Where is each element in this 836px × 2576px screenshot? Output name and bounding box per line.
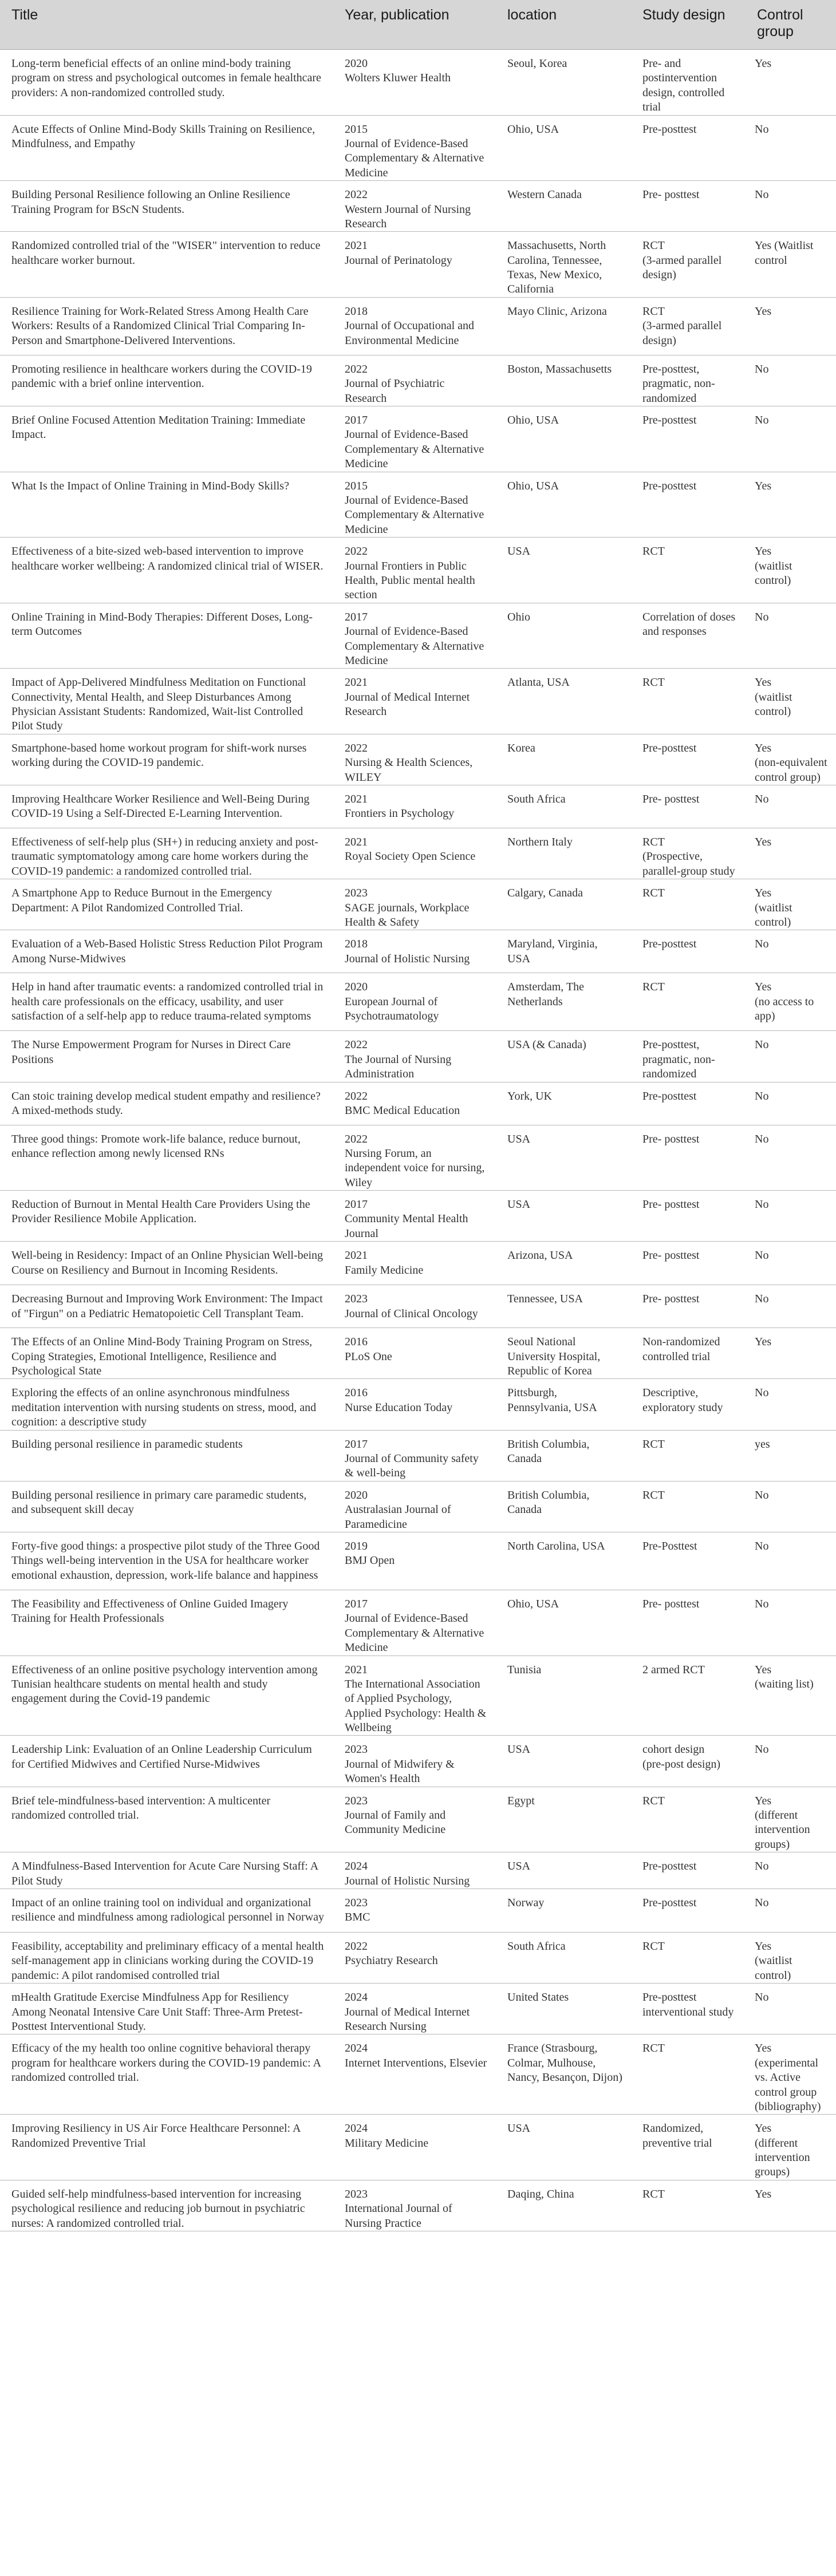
cell-year-publication: 2020 Wolters Kluwer Health [333,50,496,116]
cell-title: Long-term beneficial effects of an online mind-body training program on stress and psychological outcomes in female healthcare providers: A non-randomized controlled study. [0,50,333,116]
cell-control-group: No [746,406,836,472]
table-row [0,1379,836,1430]
cell-year-publication: 2023 SAGE journals, Workplace Health & Safety [333,879,496,930]
cell-year-publication: 2021 Journal of Perinatology [333,232,496,298]
cell-study-design: Pre-posttest [631,1082,746,1125]
cell-study-design: Pre-posttest [631,115,746,181]
cell-title: Evaluation of a Web-Based Holistic Stress Reduction Pilot Program Among Nurse-Midwives [0,930,333,973]
cell-title: Impact of App-Delivered Mindfulness Meditation on Functional Connectivity, Mental Health, and Sleep Disturbances Among Physician Assistant Students: Randomized, Wait-list Controlled Pilot Study [0,669,333,734]
cell-location: Western Canada [496,181,631,232]
cell-study-design: Pre- and postintervention design, controlled trial [631,50,746,116]
cell-year-publication: 2023 Journal of Clinical Oncology [333,1285,496,1328]
cell-control-group: No [746,785,836,828]
cell-location: USA [496,1736,631,1787]
table-row [0,603,836,669]
cell-study-design: Pre- posttest [631,1590,746,1656]
cell-location: USA [496,538,631,603]
cell-control-group: No [746,1532,836,1590]
cell-year-publication: 2016 PLoS One [333,1328,496,1379]
cell-title: Decreasing Burnout and Improving Work Environment: The Impact of "Firgun" on a Pediatric Hematopoietic Cell Transplant Team. [0,1285,333,1328]
cell-year-publication: 2017 Journal of Community safety & well-being [333,1430,496,1481]
cell-title: Reduction of Burnout in Mental Health Care Providers Using the Provider Resilience Mobile Application. [0,1191,333,1242]
cell-study-design: Non-randomized controlled trial [631,1328,746,1379]
cell-location: Ohio, USA [496,1590,631,1656]
cell-year-publication: 2023 BMC [333,1888,496,1932]
cell-title: Exploring the effects of an online asynchronous mindfulness meditation intervention with nursing students on stress, mood, and cognition: a descriptive study [0,1379,333,1430]
cell-study-design: RCT [631,2180,746,2231]
cell-study-design: Pre- posttest [631,785,746,828]
cell-location: York, UK [496,1082,631,1125]
cell-location: USA (& Canada) [496,1031,631,1082]
table-row [0,930,836,973]
cell-year-publication: 2016 Nurse Education Today [333,1379,496,1430]
table-row [0,50,836,116]
cell-control-group: Yes (non-equivalent control group) [746,734,836,785]
cell-title: Resilience Training for Work-Related Stress Among Health Care Workers: Results of a Randomized Clinical Trial Comparing In-Person and Smartphone-Delivered Interventions. [0,297,333,355]
cell-year-publication: 2023 Journal of Family and Community Medicine [333,1787,496,1852]
table-row [0,1736,836,1787]
cell-location: Atlanta, USA [496,669,631,734]
cell-control-group: No [746,603,836,669]
cell-location: Daqing, China [496,2180,631,2231]
cell-location: Ohio, USA [496,472,631,538]
cell-title: Help in hand after traumatic events: a randomized controlled trial in health care professionals on the efficacy, usability, and user satisfaction of a self-help app to reduce trauma-related symptoms [0,973,333,1031]
cell-title: Randomized controlled trial of the "WISER" intervention to reduce healthcare worker burnout. [0,232,333,298]
table-row [0,1656,836,1736]
table-row [0,879,836,930]
table-row [0,406,836,472]
cell-location: Seoul, Korea [496,50,631,116]
table-body [0,50,836,2231]
cell-control-group: yes [746,1430,836,1481]
cell-title: Feasibility, acceptability and preliminary efficacy of a mental health self-management app in clinicians working during the COVID-19 pandemic: A pilot randomised controlled trial [0,1932,333,1983]
cell-control-group: Yes [746,50,836,116]
cell-year-publication: 2019 BMJ Open [333,1532,496,1590]
cell-control-group: No [746,1888,836,1932]
cell-study-design: RCT [631,1481,746,1532]
cell-study-design: Pre- posttest [631,181,746,232]
cell-title: The Feasibility and Effectiveness of Online Guided Imagery Training for Health Professionals [0,1590,333,1656]
cell-study-design: Randomized, preventive trial [631,2115,746,2180]
cell-location: Tennessee, USA [496,1285,631,1328]
cell-title: Brief tele-mindfulness-based intervention: A multicenter randomized controlled trial. [0,1787,333,1852]
table-row [0,1031,836,1082]
cell-year-publication: 2022 Journal Frontiers in Public Health, Public mental health section [333,538,496,603]
cell-title: The Nurse Empowerment Program for Nurses in Direct Care Positions [0,1031,333,1082]
table-row [0,1328,836,1379]
cell-location: Amsterdam, The Netherlands [496,973,631,1031]
table-row [0,1191,836,1242]
cell-control-group: No [746,1736,836,1787]
cell-location: USA [496,1852,631,1889]
cell-study-design: Descriptive, exploratory study [631,1379,746,1430]
table-row [0,538,836,603]
cell-control-group: Yes [746,828,836,879]
cell-title: Effectiveness of a bite-sized web-based intervention to improve healthcare worker wellbeing: A randomized clinical trial of WISER. [0,538,333,603]
table-row [0,1481,836,1532]
cell-location: Maryland, Virginia, USA [496,930,631,973]
table-row [0,355,836,406]
cell-location: Mayo Clinic, Arizona [496,297,631,355]
cell-title: Guided self-help mindfulness-based intervention for increasing psychological resilience and reducing job burnout in psychiatric nurses: A randomized controlled trial. [0,2180,333,2231]
cell-title: Building Personal Resilience following an Online Resilience Training Program for BScN Students. [0,181,333,232]
cell-control-group: No [746,1379,836,1430]
cell-year-publication: 2020 European Journal of Psychotraumatology [333,973,496,1031]
column-header-study-design: Study design [631,0,746,50]
cell-title: Online Training in Mind-Body Therapies: Different Doses, Long-term Outcomes [0,603,333,669]
cell-location: Ohio, USA [496,115,631,181]
cell-year-publication: 2022 BMC Medical Education [333,1082,496,1125]
column-header-year-publication: Year, publication [333,0,496,50]
cell-title: Three good things: Promote work-life balance, reduce burnout, enhance reflection among newly licensed RNs [0,1125,333,1191]
cell-title: Can stoic training develop medical student empathy and resilience? A mixed-methods study. [0,1082,333,1125]
cell-study-design: RCT [631,669,746,734]
cell-title: Effectiveness of self-help plus (SH+) in reducing anxiety and post-traumatic symptomatology among care home workers during the COVID-19 pandemic: a randomized controlled trial. [0,828,333,879]
cell-year-publication: 2023 Journal of Midwifery & Women's Health [333,1736,496,1787]
column-header-location: location [496,0,631,50]
cell-study-design: Pre-posttest [631,1888,746,1932]
cell-control-group: Yes (waiting list) [746,1656,836,1736]
table-row [0,297,836,355]
cell-location: North Carolina, USA [496,1532,631,1590]
cell-study-design: Pre-posttest [631,930,746,973]
cell-study-design: cohort design (pre-post design) [631,1736,746,1787]
cell-year-publication: 2022 Psychiatry Research [333,1932,496,1983]
cell-location: USA [496,1191,631,1242]
cell-location: Calgary, Canada [496,879,631,930]
cell-study-design: Pre-posttest, pragmatic, non-randomized [631,355,746,406]
cell-control-group: No [746,1481,836,1532]
table-row [0,1285,836,1328]
cell-location: Pittsburgh, Pennsylvania, USA [496,1379,631,1430]
cell-title: Efficacy of the my health too online cognitive behavioral therapy program for healthcare workers during the COVID-19 pandemic: A randomized controlled trial. [0,2034,333,2115]
table-row [0,1430,836,1481]
cell-location: Norway [496,1888,631,1932]
table-row [0,785,836,828]
table-row [0,2034,836,2115]
cell-study-design: 2 armed RCT [631,1656,746,1736]
cell-year-publication: 2015 Journal of Evidence-Based Complementary & Alternative Medicine [333,115,496,181]
cell-study-design: RCT (3-armed parallel design) [631,297,746,355]
cell-year-publication: 2020 Australasian Journal of Paramedicine [333,1481,496,1532]
cell-control-group: No [746,1082,836,1125]
cell-title: What Is the Impact of Online Training in Mind-Body Skills? [0,472,333,538]
cell-location: South Africa [496,785,631,828]
cell-year-publication: 2024 Journal of Holistic Nursing [333,1852,496,1889]
cell-location: Korea [496,734,631,785]
cell-study-design: Pre- posttest [631,1191,746,1242]
cell-study-design: RCT [631,1932,746,1983]
table-row [0,1888,836,1932]
cell-year-publication: 2022 Nursing Forum, an independent voice for nursing, Wiley [333,1125,496,1191]
cell-control-group: Yes [746,2180,836,2231]
cell-study-design: RCT [631,1430,746,1481]
cell-year-publication: 2023 International Journal of Nursing Practice [333,2180,496,2231]
cell-study-design: Pre- posttest [631,1242,746,1285]
cell-title: Building personal resilience in paramedic students [0,1430,333,1481]
cell-study-design: RCT [631,538,746,603]
cell-control-group: Yes (waitlist control) [746,1932,836,1983]
cell-control-group: Yes [746,297,836,355]
cell-year-publication: 2022 Journal of Psychiatric Research [333,355,496,406]
cell-location: Tunisia [496,1656,631,1736]
table-header-row [0,0,836,50]
table-row [0,1590,836,1656]
cell-control-group: No [746,181,836,232]
cell-title: Promoting resilience in healthcare workers during the COVID-19 pandemic with a brief online intervention. [0,355,333,406]
cell-control-group: Yes (waitlist control) [746,538,836,603]
cell-year-publication: 2021 Journal of Medical Internet Research [333,669,496,734]
cell-study-design: Pre-posttest [631,1852,746,1889]
cell-year-publication: 2024 Journal of Medical Internet Research Nursing [333,1984,496,2034]
cell-year-publication: 2021 Family Medicine [333,1242,496,1285]
cell-location: Ohio, USA [496,406,631,472]
cell-control-group: No [746,1031,836,1082]
cell-year-publication: 2021 The International Association of Applied Psychology, Applied Psychology: Health & Wellbeing [333,1656,496,1736]
cell-location: USA [496,2115,631,2180]
cell-location: Egypt [496,1787,631,1852]
cell-study-design: Pre- posttest [631,1125,746,1191]
table-row [0,1532,836,1590]
table-row [0,232,836,298]
cell-location: France (Strasbourg, Colmar, Mulhouse, Nancy, Besançon, Dijon) [496,2034,631,2115]
cell-control-group: Yes (experimental vs. Active control group (bibliography) [746,2034,836,2115]
table-row [0,1082,836,1125]
cell-title: A Mindfulness-Based Intervention for Acute Care Nursing Staff: A Pilot Study [0,1852,333,1889]
cell-title: Leadership Link: Evaluation of an Online Leadership Curriculum for Certified Midwives and Certified Nurse-Midwives [0,1736,333,1787]
cell-control-group: Yes (Waitlist control [746,232,836,298]
table-row [0,1125,836,1191]
cell-control-group: Yes (waitlist control) [746,669,836,734]
cell-year-publication: 2018 Journal of Holistic Nursing [333,930,496,973]
cell-title: A Smartphone App to Reduce Burnout in the Emergency Department: A Pilot Randomized Controlled Trial. [0,879,333,930]
cell-year-publication: 2021 Frontiers in Psychology [333,785,496,828]
cell-title: Forty-five good things: a prospective pilot study of the Three Good Things well-being intervention in the USA for healthcare worker emotional exhaustion, depression, work-life balance and happiness [0,1532,333,1590]
cell-title: Brief Online Focused Attention Meditation Training: Immediate Impact. [0,406,333,472]
cell-location: British Columbia, Canada [496,1430,631,1481]
cell-study-design: RCT [631,973,746,1031]
cell-control-group: No [746,355,836,406]
cell-control-group: No [746,1852,836,1889]
cell-year-publication: 2017 Community Mental Health Journal [333,1191,496,1242]
cell-control-group: No [746,1191,836,1242]
cell-control-group: No [746,1285,836,1328]
cell-study-design: Pre-posttest interventional study [631,1984,746,2034]
table-row [0,2180,836,2231]
cell-year-publication: 2018 Journal of Occupational and Environmental Medicine [333,297,496,355]
cell-study-design: Pre-posttest [631,734,746,785]
cell-title: Effectiveness of an online positive psychology intervention among Tunisian healthcare students on mental health and study engagement during the Covid-19 pandemic [0,1656,333,1736]
cell-control-group: No [746,1242,836,1285]
cell-control-group: Yes [746,1328,836,1379]
cell-location: United States [496,1984,631,2034]
cell-study-design: RCT [631,1787,746,1852]
cell-study-design: RCT (Prospective, parallel-group study [631,828,746,879]
cell-title: Acute Effects of Online Mind-Body Skills Training on Resilience, Mindfulness, and Empathy [0,115,333,181]
table-row [0,828,836,879]
table-row [0,2115,836,2180]
cell-year-publication: 2017 Journal of Evidence-Based Complementary & Alternative Medicine [333,603,496,669]
cell-title: The Effects of an Online Mind-Body Training Program on Stress, Coping Strategies, Emotional Intelligence, Resilience and Psychological State [0,1328,333,1379]
cell-control-group: Yes (different intervention groups) [746,1787,836,1852]
cell-study-design: RCT [631,2034,746,2115]
cell-location: Boston, Massachusetts [496,355,631,406]
table-row [0,472,836,538]
cell-title: Well-being in Residency: Impact of an Online Physician Well-being Course on Resiliency and Burnout in Incoming Residents. [0,1242,333,1285]
cell-location: Arizona, USA [496,1242,631,1285]
table-row [0,1984,836,2034]
cell-location: Massachusetts, North Carolina, Tennessee, Texas, New Mexico, California [496,232,631,298]
cell-location: Seoul National University Hospital, Republic of Korea [496,1328,631,1379]
cell-title: mHealth Gratitude Exercise Mindfulness App for Resiliency Among Neonatal Intensive Care Unit Staff: Three-Arm Pretest-Posttest Interventional Study. [0,1984,333,2034]
cell-year-publication: 2022 Western Journal of Nursing Research [333,181,496,232]
cell-location: USA [496,1125,631,1191]
cell-study-design: RCT [631,879,746,930]
cell-control-group: No [746,930,836,973]
cell-title: Improving Healthcare Worker Resilience and Well-Being During COVID-19 Using a Self-Directed E-Learning Intervention. [0,785,333,828]
cell-control-group: Yes (waitlist control) [746,879,836,930]
table-row [0,1242,836,1285]
cell-title: Impact of an online training tool on individual and organizational resilience and mindfulness among radiological personnel in Norway [0,1888,333,1932]
cell-location: Northern Italy [496,828,631,879]
cell-location: South Africa [496,1932,631,1983]
cell-study-design: Pre-posttest [631,406,746,472]
table-row [0,115,836,181]
column-header-title: Title [0,0,333,50]
table-row [0,1932,836,1983]
cell-year-publication: 2017 Journal of Evidence-Based Complementary & Alternative Medicine [333,406,496,472]
cell-control-group: No [746,1984,836,2034]
cell-control-group: Yes [746,472,836,538]
cell-location: British Columbia, Canada [496,1481,631,1532]
cell-title: Improving Resiliency in US Air Force Healthcare Personnel: A Randomized Preventive Trial [0,2115,333,2180]
column-header-control-group: Control group [746,0,836,50]
cell-year-publication: 2022 Nursing & Health Sciences, WILEY [333,734,496,785]
table-row [0,734,836,785]
cell-control-group: No [746,1590,836,1656]
cell-year-publication: 2015 Journal of Evidence-Based Complementary & Alternative Medicine [333,472,496,538]
table-row [0,1852,836,1889]
cell-title: Building personal resilience in primary care paramedic students, and subsequent skill decay [0,1481,333,1532]
table-row [0,973,836,1031]
cell-study-design: Correlation of doses and responses [631,603,746,669]
table-row [0,669,836,734]
cell-control-group: No [746,1125,836,1191]
table-row [0,181,836,232]
cell-year-publication: 2022 The Journal of Nursing Administration [333,1031,496,1082]
cell-study-design: Pre-Posttest [631,1532,746,1590]
cell-location: Ohio [496,603,631,669]
cell-title: Smartphone-based home workout program for shift-work nurses working during the COVID-19 pandemic. [0,734,333,785]
cell-control-group: No [746,115,836,181]
cell-year-publication: 2021 Royal Society Open Science [333,828,496,879]
cell-study-design: Pre-posttest, pragmatic, non-randomized [631,1031,746,1082]
cell-control-group: Yes (no access to app) [746,973,836,1031]
cell-study-design: RCT (3-armed parallel design) [631,232,746,298]
cell-study-design: Pre-posttest [631,472,746,538]
cell-study-design: Pre- posttest [631,1285,746,1328]
cell-control-group: Yes (different intervention groups) [746,2115,836,2180]
cell-year-publication: 2024 Internet Interventions, Elsevier [333,2034,496,2115]
table-row [0,1787,836,1852]
cell-year-publication: 2024 Military Medicine [333,2115,496,2180]
cell-year-publication: 2017 Journal of Evidence-Based Complementary & Alternative Medicine [333,1590,496,1656]
